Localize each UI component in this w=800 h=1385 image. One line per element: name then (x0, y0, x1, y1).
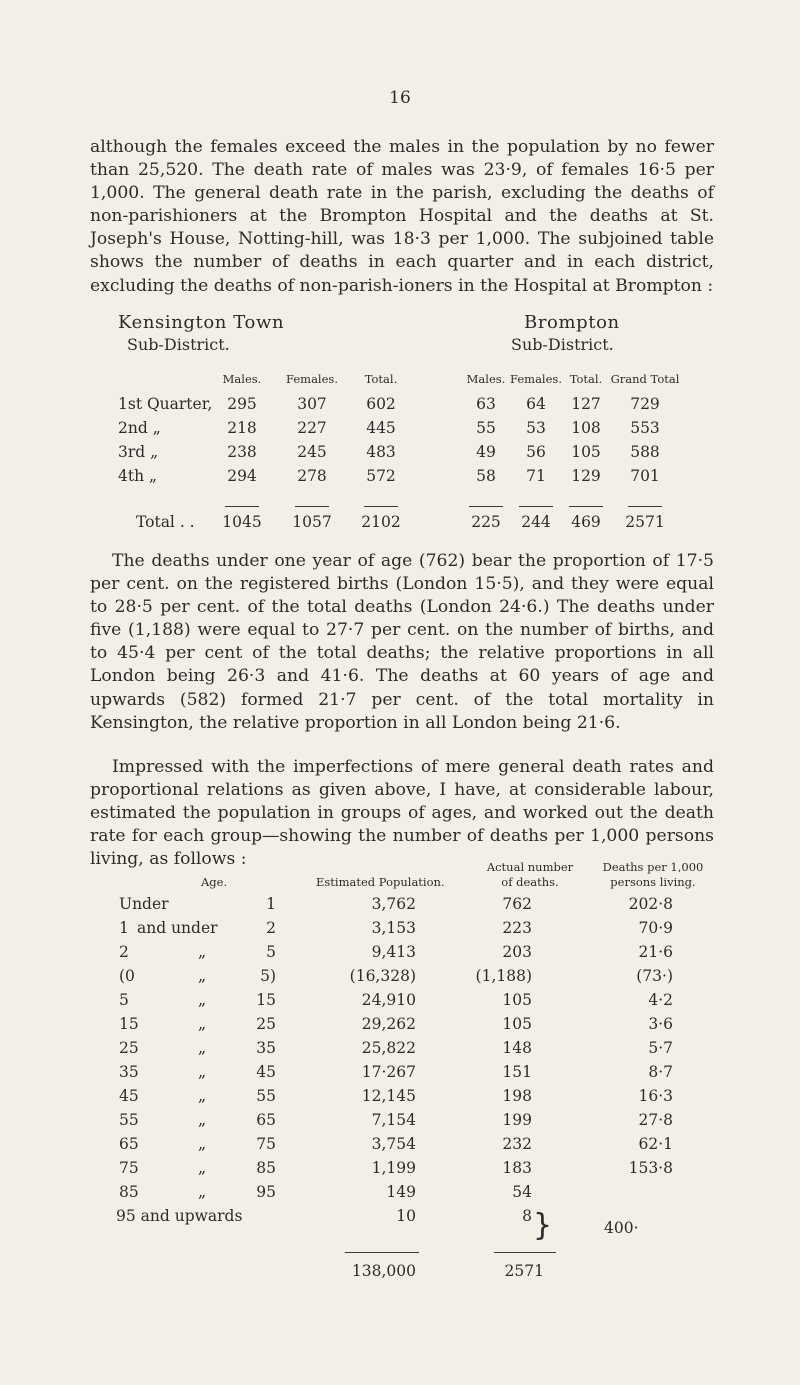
deaths-cell: 223 (502, 919, 532, 937)
age-connector: and under (137, 919, 218, 937)
brompton-subheader: Sub-District. (511, 335, 614, 354)
page-number: 16 (389, 88, 411, 108)
population-total-rule (345, 1252, 419, 1253)
total-cell-brompton-total: 469 (571, 513, 601, 531)
age-to: 95 (256, 1183, 276, 1201)
total-rule (225, 506, 259, 507)
age-to: 35 (256, 1039, 276, 1057)
right-brace: } (533, 1208, 553, 1243)
quarter-cell-kensington-total: 483 (366, 443, 396, 461)
population-cell: 7,154 (371, 1111, 416, 1129)
quarter-cell-brompton-total: 105 (571, 443, 601, 461)
intro-paragraph: although the females exceed the males in the population by no fewer than 25,520. The death rate of males was 23·9, of females 16·5 per 1,000. The general death rate in the parish, excluding the deaths of non-parishioners at the Brompton Hospital and the deaths at St. Joseph's House, Notting-hill, was 18·3 per 1,000. The subjoined table shows the number of deaths in each quarter and in each district, excluding the deaths of non-parish-ioners in the Hospital at Brompton : (90, 137, 714, 296)
age-column-header: Age. (201, 875, 228, 889)
quarter-cell-all-grand-total: 729 (630, 395, 660, 413)
col-header-kensington-females: Females. (286, 372, 338, 386)
deaths-cell: (1,188) (475, 967, 532, 985)
total-cell-kensington-total: 2102 (361, 513, 401, 531)
quarter-cell-brompton-males: 49 (476, 443, 496, 461)
deaths-cell: 105 (502, 991, 532, 1009)
age-from: 85 (119, 1183, 139, 1201)
quarter-cell-kensington-females: 227 (297, 419, 327, 437)
population-cell: 9,413 (371, 943, 416, 961)
population-cell: (16,328) (349, 967, 416, 985)
quarter-cell-kensington-females: 245 (297, 443, 327, 461)
total-rule (569, 506, 603, 507)
col-header-all-grand-total: Grand Total (610, 372, 680, 386)
population-cell: 25,822 (361, 1039, 416, 1057)
rate-cell: 16·3 (638, 1087, 673, 1105)
rate-column-header-2: persons living. (610, 875, 696, 889)
age-to: 75 (256, 1135, 276, 1153)
deaths-cell: 762 (502, 895, 532, 913)
col-header-brompton-females: Females. (510, 372, 562, 386)
brompton-header: Brompton (524, 312, 620, 333)
population-cell: 29,262 (361, 1015, 416, 1033)
rate-cell: 202·8 (628, 895, 673, 913)
age-to: 85 (256, 1159, 276, 1177)
age-to: 5) (260, 967, 276, 985)
rate-cell: 153·8 (628, 1159, 673, 1177)
rate-cell: (73·) (636, 967, 673, 985)
quarter-cell-brompton-males: 63 (476, 395, 496, 413)
population-cell: 24,910 (361, 991, 416, 1009)
age-from: 55 (119, 1111, 139, 1129)
age-from: 35 (119, 1063, 139, 1081)
population-cell: 3,754 (371, 1135, 416, 1153)
age-connector: „ (198, 967, 207, 985)
rate-cell: 5·7 (648, 1039, 673, 1057)
age-from: 2 (119, 943, 129, 961)
age-connector: „ (198, 991, 207, 1009)
deaths-column-header-2: of deaths. (501, 875, 559, 889)
age-from: 25 (119, 1039, 139, 1057)
deaths-cell: 105 (502, 1015, 532, 1033)
age-from: (0 (119, 967, 135, 985)
quarter-cell-brompton-females: 71 (526, 467, 546, 485)
col-header-kensington-total: Total. (364, 372, 398, 386)
rate-cell: 62·1 (638, 1135, 673, 1153)
population-column-header: Estimated Population. (316, 875, 445, 889)
quarter-cell-kensington-females: 278 (297, 467, 327, 485)
age-connector: „ (198, 1183, 207, 1201)
deaths-cell: 203 (502, 943, 532, 961)
col-header-kensington-males: Males. (222, 372, 262, 386)
combined-rate-85-plus: 400· (604, 1219, 639, 1237)
deaths-cell: 8 (522, 1207, 532, 1225)
age-from: 65 (119, 1135, 139, 1153)
total-population: 138,000 (351, 1262, 416, 1280)
rate-column-header-1: Deaths per 1,000 (602, 860, 704, 874)
age-connector: „ (198, 1015, 207, 1033)
age-to: 5 (266, 943, 276, 961)
population-cell: 149 (386, 1183, 416, 1201)
deaths-column-header-1: Actual number (486, 860, 574, 874)
infant-mortality-paragraph: The deaths under one year of age (762) bear the proportion of 17·5 per cent. on the registered births (London 15·5), and they were equal to 28·5 per cent. of the total deaths (London 24·6.) The deaths under five (1,188) were equal to 27·7 per cent. on the number of births, and to 45·4 per cent of the total deaths; the relative proportions in all London being 26·3 and 41·6. The deaths at 60 years of age and upwards (582) formed 21·7 per cent. of the total mortality in Kensington, the relative proportion in all London being 21·6. (90, 551, 714, 733)
quarter-label: 1st Quarter, (118, 395, 213, 413)
age-to: 15 (256, 991, 276, 1009)
quarter-label: 2nd „ (118, 419, 161, 437)
age-from: 15 (119, 1015, 139, 1033)
total-rule (295, 506, 329, 507)
deaths-cell: 148 (502, 1039, 532, 1057)
quarter-cell-kensington-females: 307 (297, 395, 327, 413)
total-cell-all-grand-total: 2571 (625, 513, 665, 531)
population-cell: 17·267 (361, 1063, 416, 1081)
population-cell: 1,199 (371, 1159, 416, 1177)
total-label: Total . . (136, 513, 195, 531)
total-cell-brompton-females: 244 (521, 513, 551, 531)
total-cell-kensington-females: 1057 (292, 513, 332, 531)
quarter-cell-brompton-total: 127 (571, 395, 601, 413)
age-connector: „ (198, 1087, 207, 1105)
rate-cell: 8·7 (648, 1063, 673, 1081)
population-cell: 10 (396, 1207, 416, 1225)
age-from: 45 (119, 1087, 139, 1105)
age-connector: „ (198, 1135, 207, 1153)
quarter-cell-kensington-males: 294 (227, 467, 257, 485)
age-from: 75 (119, 1159, 139, 1177)
deaths-cell: 199 (502, 1111, 532, 1129)
quarter-cell-brompton-total: 129 (571, 467, 601, 485)
age-to: 1 (266, 895, 276, 913)
population-cell: 3,762 (371, 895, 416, 913)
total-deaths: 2571 (504, 1262, 544, 1280)
age-from: 95 and upwards (116, 1207, 243, 1225)
rate-cell: 70·9 (638, 919, 673, 937)
deaths-cell: 151 (502, 1063, 532, 1081)
total-cell-kensington-males: 1045 (222, 513, 262, 531)
quarter-cell-kensington-males: 218 (227, 419, 257, 437)
total-rule (628, 506, 662, 507)
age-connector: „ (198, 943, 207, 961)
kensington-header: Kensington Town (118, 312, 285, 333)
deaths-cell: 54 (512, 1183, 532, 1201)
quarter-cell-all-grand-total: 588 (630, 443, 660, 461)
col-header-brompton-total: Total. (569, 372, 603, 386)
quarter-cell-brompton-males: 58 (476, 467, 496, 485)
quarter-cell-brompton-females: 53 (526, 419, 546, 437)
quarter-cell-brompton-females: 64 (526, 395, 546, 413)
age-to: 2 (266, 919, 276, 937)
age-from: 5 (119, 991, 129, 1009)
age-from: Under (119, 895, 169, 913)
age-connector: „ (198, 1039, 207, 1057)
age-to: 45 (256, 1063, 276, 1081)
quarter-cell-kensington-males: 295 (227, 395, 257, 413)
total-rule (364, 506, 398, 507)
quarter-cell-kensington-total: 572 (366, 467, 396, 485)
quarter-cell-brompton-males: 55 (476, 419, 496, 437)
rate-cell: 4·2 (648, 991, 673, 1009)
deaths-cell: 183 (502, 1159, 532, 1177)
population-cell: 12,145 (361, 1087, 416, 1105)
quarter-cell-all-grand-total: 553 (630, 419, 660, 437)
deaths-total-rule (494, 1252, 556, 1253)
age-connector: „ (198, 1111, 207, 1129)
deaths-cell: 198 (502, 1087, 532, 1105)
age-to: 25 (256, 1015, 276, 1033)
quarter-cell-kensington-total: 445 (366, 419, 396, 437)
col-header-brompton-males: Males. (466, 372, 506, 386)
quarter-cell-kensington-total: 602 (366, 395, 396, 413)
total-rule (519, 506, 553, 507)
age-connector: „ (198, 1159, 207, 1177)
age-from: 1 (119, 919, 129, 937)
quarter-cell-brompton-total: 108 (571, 419, 601, 437)
rate-cell: 21·6 (638, 943, 673, 961)
quarter-label: 3rd „ (118, 443, 159, 461)
kensington-subheader: Sub-District. (127, 335, 230, 354)
quarter-cell-all-grand-total: 701 (630, 467, 660, 485)
age-connector: „ (198, 1063, 207, 1081)
population-cell: 3,153 (371, 919, 416, 937)
quarter-cell-kensington-males: 238 (227, 443, 257, 461)
total-cell-brompton-males: 225 (471, 513, 501, 531)
age-to: 55 (256, 1087, 276, 1105)
rate-cell: 3·6 (648, 1015, 673, 1033)
total-rule (469, 506, 503, 507)
quarter-label: 4th „ (118, 467, 158, 485)
quarter-cell-brompton-females: 56 (526, 443, 546, 461)
age-groups-paragraph: Impressed with the imperfections of mere general death rates and proportional relations as given above, I have, at considerable labour, estimated the population in groups of ages, and worked out the death rate for each group—showing the number of deaths per 1,000 persons living, as follows : (90, 757, 714, 870)
rate-cell: 27·8 (638, 1111, 673, 1129)
age-to: 65 (256, 1111, 276, 1129)
deaths-cell: 232 (502, 1135, 532, 1153)
